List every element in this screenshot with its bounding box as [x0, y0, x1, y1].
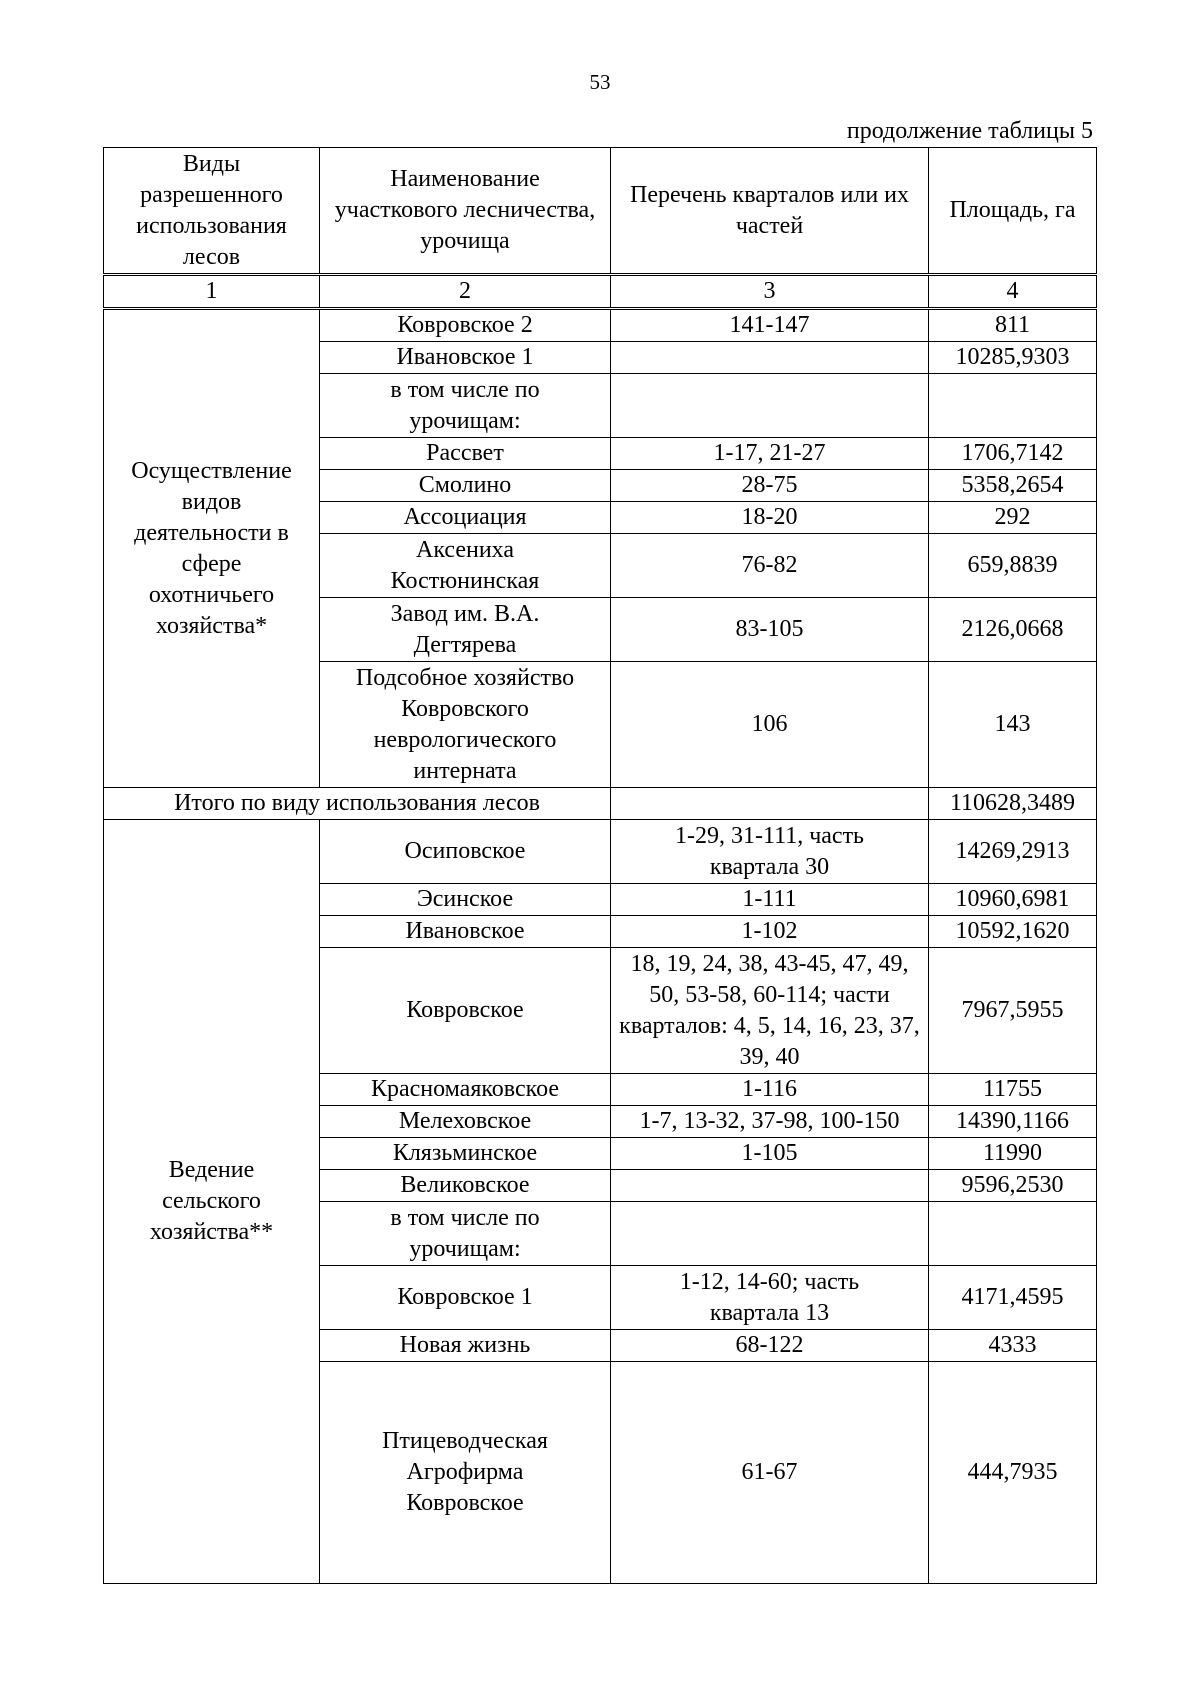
forestry-name: Ковровское 1 [320, 1266, 611, 1330]
forestry-name: Подсобное хозяйство Ковровского неврологического интерната [320, 662, 611, 788]
forestry-name: Аксениха Костюнинская [320, 534, 611, 598]
quarters: 18, 19, 24, 38, 43-45, 47, 49, 50, 53-58, 60-114; части кварталов: 4, 5, 14, 16, 23, 37, 39, 40 [611, 948, 929, 1074]
forestry-name: Смолино [320, 470, 611, 502]
quarters: 76-82 [611, 534, 929, 598]
area: 4333 [929, 1330, 1097, 1362]
forestry-name: Эсинское [320, 884, 611, 916]
total-label: Итого по виду использования лесов [104, 788, 611, 820]
header-row [104, 148, 1097, 275]
forestry-name: Ассоциация [320, 502, 611, 534]
forestry-name: Ковровское [320, 948, 611, 1074]
quarters: 1-12, 14-60; часть квартала 13 [611, 1266, 929, 1330]
forestry-name: Ковровское 2 [320, 309, 611, 342]
forestry-name: Красномаяковское [320, 1074, 611, 1106]
area: 444,7935 [929, 1362, 1097, 1584]
forestry-name: в том числе по урочищам: [320, 374, 611, 438]
forestry-name: в том числе по урочищам: [320, 1202, 611, 1266]
forestry-name: Птицеводческая Агрофирма Ковровское [320, 1362, 611, 1584]
forestry-name: Ивановское 1 [320, 342, 611, 374]
forestry-name: Клязьминское [320, 1138, 611, 1170]
area: 11755 [929, 1074, 1097, 1106]
quarters: 68-122 [611, 1330, 929, 1362]
area: 1706,7142 [929, 438, 1097, 470]
area: 811 [929, 309, 1097, 342]
area: 14390,1166 [929, 1106, 1097, 1138]
area: 14269,2913 [929, 820, 1097, 884]
column-number: 2 [320, 275, 611, 309]
quarters: 61-67 [611, 1362, 929, 1584]
area: 2126,0668 [929, 598, 1097, 662]
forestry-name: Великовское [320, 1170, 611, 1202]
area: 10592,1620 [929, 916, 1097, 948]
area: 4171,4595 [929, 1266, 1097, 1330]
quarters: 106 [611, 662, 929, 788]
area: 11990 [929, 1138, 1097, 1170]
table-row [104, 309, 1097, 342]
forestry-name: Мелеховское [320, 1106, 611, 1138]
area: 9596,2530 [929, 1170, 1097, 1202]
forestry-name: Рассвет [320, 438, 611, 470]
area: 10285,9303 [929, 342, 1097, 374]
quarters [611, 1202, 929, 1266]
quarters: 28-75 [611, 470, 929, 502]
column-number-row [104, 275, 1097, 309]
quarters [611, 788, 929, 820]
table-continuation-label: продолжение таблицы 5 [846, 118, 1093, 144]
total-row [104, 788, 1097, 820]
area: 659,8839 [929, 534, 1097, 598]
area: 7967,5955 [929, 948, 1097, 1074]
quarters: 1-7, 13-32, 37-98, 100-150 [611, 1106, 929, 1138]
area: 5358,2654 [929, 470, 1097, 502]
area: 143 [929, 662, 1097, 788]
header-use-type: Виды разрешенного использования лесов [104, 148, 320, 275]
total-area: 110628,3489 [929, 788, 1097, 820]
quarters: 1-17, 21-27 [611, 438, 929, 470]
page-number: 53 [589, 70, 611, 94]
forestry-name: Завод им. В.А. Дегтярева [320, 598, 611, 662]
forestry-name: Осиповское [320, 820, 611, 884]
header-quarters: Перечень кварталов или их частей [611, 148, 929, 275]
use-type-agriculture: Ведение сельского хозяйства** [104, 820, 320, 1584]
quarters: 1-111 [611, 884, 929, 916]
table-row [104, 820, 1097, 884]
forest-use-table [103, 147, 1097, 1584]
use-type-hunting: Осуществление видов деятельности в сфере охотничьего хозяйства* [104, 309, 320, 788]
column-number: 1 [104, 275, 320, 309]
quarters: 1-102 [611, 916, 929, 948]
quarters: 1-105 [611, 1138, 929, 1170]
quarters [611, 1170, 929, 1202]
quarters [611, 342, 929, 374]
area [929, 374, 1097, 438]
header-area: Площадь, га [929, 148, 1097, 275]
quarters: 141-147 [611, 309, 929, 342]
header-forestry-name: Наименование участкового лесничества, урочища [320, 148, 611, 275]
column-number: 3 [611, 275, 929, 309]
quarters: 18-20 [611, 502, 929, 534]
column-number: 4 [929, 275, 1097, 309]
area [929, 1202, 1097, 1266]
quarters [611, 374, 929, 438]
quarters: 83-105 [611, 598, 929, 662]
quarters: 1-116 [611, 1074, 929, 1106]
area: 10960,6981 [929, 884, 1097, 916]
forestry-name: Новая жизнь [320, 1330, 611, 1362]
area: 292 [929, 502, 1097, 534]
forestry-name: Ивановское [320, 916, 611, 948]
quarters: 1-29, 31-111, часть квартала 30 [611, 820, 929, 884]
